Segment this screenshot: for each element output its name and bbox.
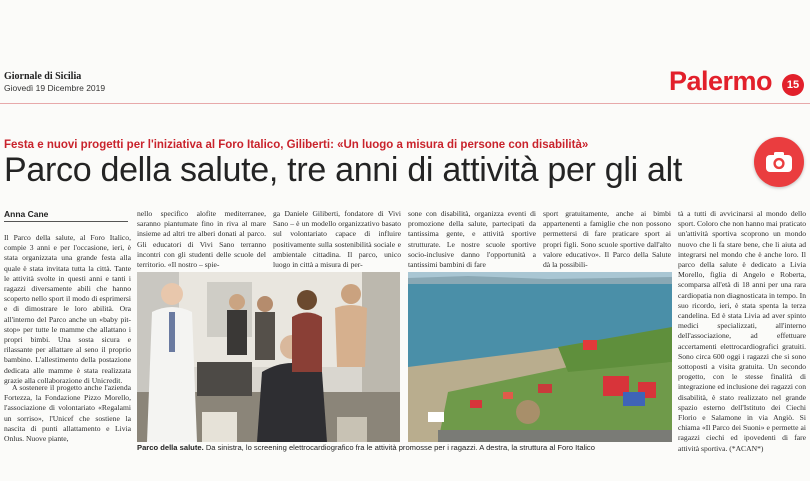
byline-rule [4,221,128,222]
camera-button[interactable] [754,137,804,187]
column-text: A sostenere il progetto anche l'azienda Fortezza, la Fondazione Pizzo Morello, l'associazione di volontariato «Regalami un sorriso», l'Unicef che sostiene la nascita di punti allattamento e Livia Onlus. Nuove piante, [4,383,131,444]
issue-date: Giovedì 19 Dicembre 2019 [4,83,106,93]
article-column-1-cont [4,383,131,443]
article-column-4 [408,209,536,270]
newspaper-name: Giornale di Sicilia [4,71,82,82]
article-kicker: Festa e nuovi progetti per l'iniziativa al Foro Italico, Giliberti: «Un luogo a misura di persone con disabilità» [4,139,589,151]
article-column-3 [273,209,401,270]
column-text: Il Parco della salute, al Foro Italico, compie 3 anni e per l'occasione, ieri, è stata organizzata una grande festa alla quale è stata invitata tutta la città. Tante le attività svolte in questi anni e tanti i ragazzi diversamente abili che hanno scoperto nello sport il modo di esprimersi e di dimostrare le loro abilità. Ora all'interno del Parco anche un «baby pit-stop» per tutte le mamme che allattano i propri bimbi. Una sosta sicura e rilassante per allattare al seno il proprio bambino. L'allestimento della postazione dedicata alle mamme è stata realizzata grazie alla collaborazione di Unicredit. [4,233,131,385]
column-text: sport gratuitamente, anche ai bimbi appartenenti a famiglie che non possono permettersi di fare praticare sport ai propri figli. Sono scuole sportive dall'alto valore educativo». Il Parco della Salute dà la possibili- [543,209,671,270]
section-title: Palermo [668,66,772,96]
photo-caption [137,443,595,452]
column-text: sone con disabilità, organizza eventi di promozione della salute, partecipati da tantissima gente, e attività sportive strutturate. Le nostre scuole sportive socio-inclusive danno l'opportunità a tantissimi bambini di fare [408,209,536,270]
article-headline: Parco della salute, tre anni di attività per gli alt [4,151,682,189]
caption-title: Parco della salute. [137,443,204,452]
camera-icon [765,151,793,173]
photo-ecg-screening [137,272,400,442]
page-number-badge: 15 [782,74,804,96]
author-byline: Anna Cane [4,209,49,219]
article-column-6 [678,209,806,481]
column-text: ga Daniele Giliberti, fondatore di Vivi Sano – è un modello organizzativo basato sul volontariato capace di influire positivamente sulla sostenibilità sociale e ambientale cittadina. Il parco, unico luogo in città a misura di per- [273,209,401,270]
article-column-5 [543,209,671,270]
article-column-1 [4,233,131,385]
masthead [4,71,105,93]
column-text: tà a tutti di avvicinarsi al mondo dello sport. Coloro che non hanno mai praticato un'attività sportiva scoprono un mondo nuovo che li fa stare bene, che li aiuta ad integrarsi nel mondo che è anche loro. Il parco della salute è dedicato a Livia Morello, figlia di Angelo e Roberta, scomparsa all'età di 18 anni per una rara cardiopatia non diagnosticata in tempo. In suo ricordo, ieri, è stata spenta la terza candelina. Ed è stata Livia ad aver spinto medici specializzati, all'interno dell'associazione, ad effettuare accertamenti elettrocardiografici gratuiti. Sono circa 600 oggi i ragazzi che si sono sottoposti a visita gratuita. Un secondo progetto, con le stesse finalità di integrazione ed inclusione dei ragazzi con disabilità, è stato realizzato nel grande spazio esterno dell'Istituto dei Ciechi Florio e Salamone in via Angiò. Si chiama «Il Parco dei Suoni» e permette ai ragazzi ciechi ed ipovedenti di fare attività sportiva. (*ACAN*) [678,209,807,453]
caption-text: Da sinistra, lo screening elettrocardiografico fra le attività promosse per i ragazzi. A destra, la struttura al Foro Italico [205,443,595,452]
photo-foro-italico [408,272,672,442]
header-divider [0,103,810,104]
article-column-2 [137,209,266,270]
column-text: nello specifico alofite mediterranee, saranno piantumate fino in riva al mare insieme ad altri tre alberi donati al parco. Gli educatori di Vivi Sano terranno incontri con gli studenti delle scuole del territorio. «Il nostro – spie- [137,209,266,270]
